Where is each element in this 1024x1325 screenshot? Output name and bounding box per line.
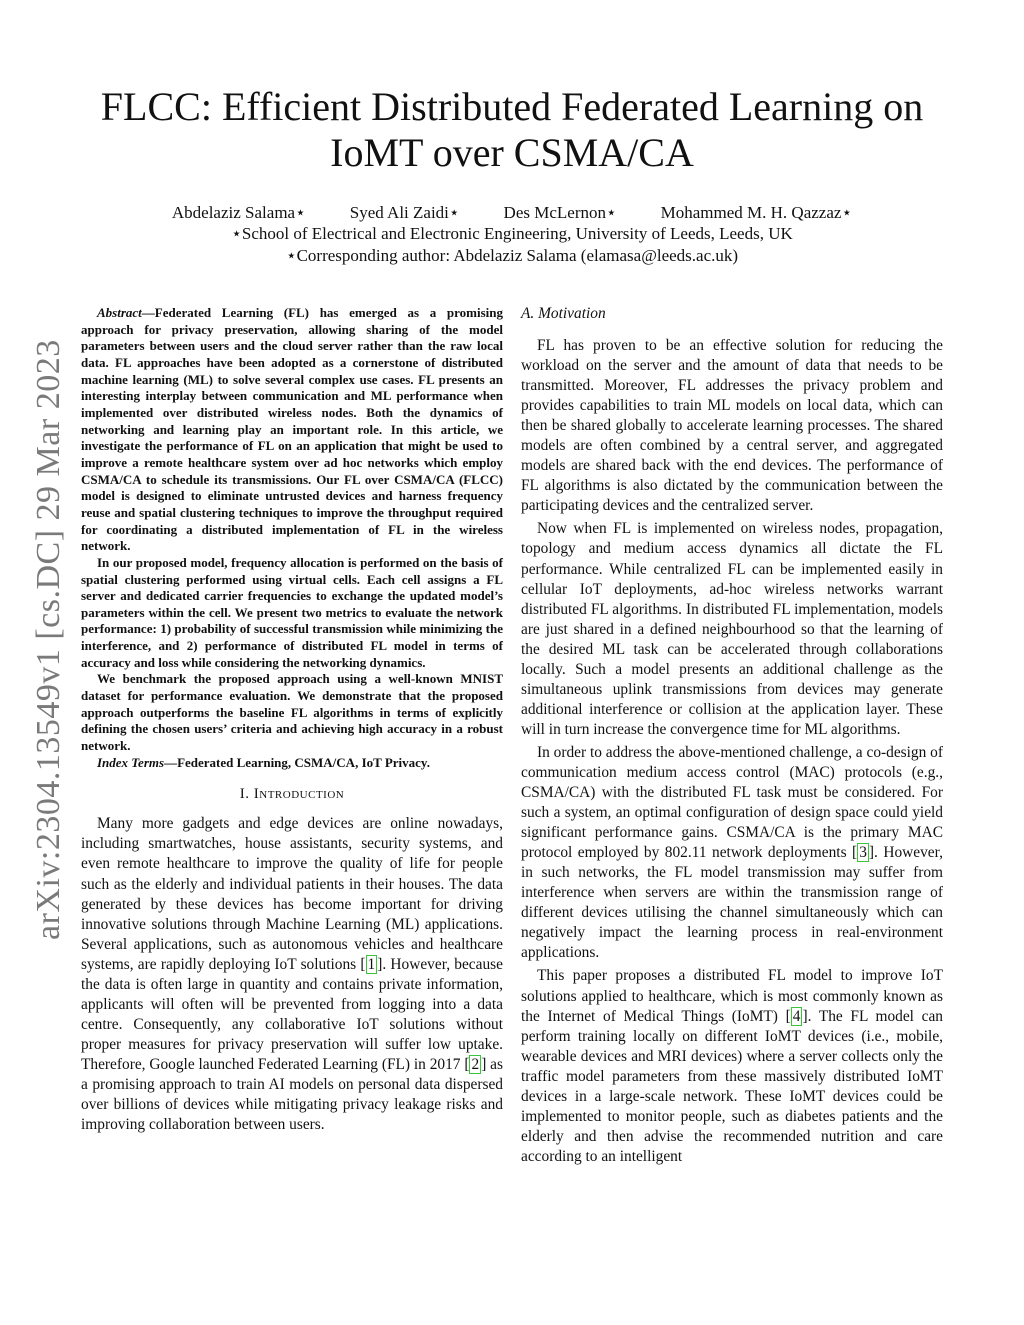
paragraph-text: This paper proposes a distributed FL model to improve IoT solutions applied to healthcare, which is most commonly known as the Internet of Medical Things (IoMT) — [521, 967, 943, 1025]
abstract-text: —Federated Learning (FL) has emerged as a promising approach for privacy preservation, allowing sharing of the model parameters between users and the cloud server rather than the raw local data. FL approaches have been adopted as a cornerstone of distributed machine learning (ML) to solve several complex use cases. FL presents an interesting interplay between communication and ML performance when implemented over distributed wireless nodes. Both the dynamics of networking and learning play an important role. In this article, we investigate the performance of FL on an application that might be used to improve a remote healthcare system over ad hoc networks which employ CSMA/CA to schedule its transmissions. Our FL over CSMA/CA (FLCC) model is designed to eliminate untrusted devices and harness frequency reuse and spatial clustering techniques to improve the throughput required for coordinating a distributed implementation of FL in the wireless network. — [81, 305, 503, 554]
subsection-heading: A. Motivation — [521, 305, 606, 322]
introduction-body — [81, 814, 503, 1135]
citation-link[interactable]: 4 — [792, 1007, 801, 1025]
arxiv-identifier: arXiv:2304.13549v1 [cs.DC] 29 Mar 2023 — [30, 339, 67, 940]
abstract — [81, 305, 503, 771]
citation-link[interactable]: 2 — [471, 1055, 480, 1073]
citation-link[interactable]: 3 — [859, 844, 867, 862]
author-name: Syed Ali Zaidi⋆ — [349, 203, 460, 222]
body-paragraph: This paper proposes a distributed FL model to improve IoT solutions applied to healthcare, which is most commonly known as the Internet of Medical Things (IoMT) [ 4 ]. The FL model can perform training locally on different IoMT devices (i.e., mobile, wearable devices and MRI devices) where a server collects only the traffic model parameters from these massively distributed IoMT devices in a large-scale network. These IoMT devices could be implemented to monitor people, such as diabetes patients and the elderly and then advise the recommended nutrition and care according to an intelligent — [521, 967, 943, 1165]
author-name: Abdelaziz Salama⋆ — [171, 203, 306, 222]
index-terms-label: Index Terms — [97, 754, 165, 770]
citation-link[interactable]: 1 — [367, 955, 376, 973]
author-name: Mohammed M. H. Qazzaz⋆ — [660, 203, 853, 222]
paragraph-text: In order to address the above-mentioned challenge, a co-design of communication medium access control (MAC) protocols (e.g., CSMA/CA) with the distributed FL task must be considered. For such a system, an optimal configuration of design space could yield significant performance gains. CSMA/CA is the primary MAC protocol employed by 802.11 network deployments — [521, 743, 943, 862]
paragraph-text: as a promising approach to train AI models on personal data dispersed over billions of devices while mitigating privacy leakage risks and improving collaboration between users. — [81, 1055, 503, 1134]
author-list — [80, 203, 944, 223]
paragraph-text: . However, in such networks, the FL model transmission may suffer from interference when servers are within the transmission range of different devices utilising the channel simultaneously which can negatively impact the learning process in real-environment applications. — [521, 844, 943, 962]
paragraph-text: . However, because the data is often large in quantity and contains private information, applicants will often will be prevented from logging into a data centre. Consequently, any collaborative IoT solutions without proper measures for privacy preservation will suffer low uptake. Therefore, Google launched Federated Learning (FL) in 2017 — [81, 955, 503, 1073]
right-column — [521, 305, 943, 1170]
index-terms — [81, 755, 503, 772]
corresponding-author: ⋆Corresponding author: Abdelaziz Salama (elamasa@leeds.ac.uk) — [285, 246, 739, 265]
body-paragraph: Many more gadgets and edge devices are online nowadays, including smartwatches, house assistants, security systems, and even remote healthcare to improve the quality of life for people such as the elderly and individual patients in their houses. The data generated by these devices has become important for driving innovative solutions through Machine Learning (ML) applications. Several applications, such as autonomous vehicles and healthcare systems, are rapidly deploying IoT solutions [ 1 ]. However, because the data is often large in quantity and contains private information, applicants will often will be prevented from logging into a data centre. Consequently, any collaborative IoT solutions without proper measures for privacy preservation will suffer low uptake. Therefore, Google launched Federated Learning (FL) in 2017 [ 2 ] as a promising approach to train AI models on personal data dispersed over billions of devices while mitigating privacy leakage risks and improving collaboration between users. — [81, 815, 503, 1134]
body-paragraph: In order to address the above-mentioned challenge, a co-design of communication medium access control (MAC) protocols (e.g., CSMA/CA) with the distributed FL task must be considered. For such a system, an optimal configuration of design space could yield significant performance gains. CSMA/CA is the primary MAC protocol employed by 802.11 network deployments [ 3 ]. However, in such networks, the FL model transmission may suffer from interference when servers are within the transmission range of different devices utilising the channel simultaneously which can negatively impact the learning process in real-environment applications. — [521, 743, 943, 962]
abstract-paragraph — [81, 305, 503, 555]
abstract-paragraph: In our proposed model, frequency allocation is performed on the basis of spatial clustering performed using virtual cells. Each cell assigns a FL server and dedicated carrier frequencies to exchange the updated model’s parameters within the cell. We present two metrics to evaluate the network performance: 1) probability of successful transmission while minimizing the interference, and 2) performance of distributed FL model in terms of accuracy and loss while considering the networking dynamics. — [81, 554, 503, 670]
paragraph-text: . The FL model can perform training locally on different IoMT devices (i.e., mobile, wearable devices and MRI devices) where a server collects only the traffic model parameters from these massively distributed IoMT devices in a large-scale network. These IoMT devices could be implemented to monitor people, such as diabetes patients and the elderly and then advise the recommended nutrition and care according to an intelligent — [521, 1007, 943, 1165]
paragraph-text: Many more gadgets and edge devices are online nowadays, including smartwatches, house assistants, security systems, and even remote healthcare to improve the quality of life for people such as the elderly and individual patients in their houses. The data generated by these devices has become important for driving innovative solutions through Machine Learning (ML) applications. Several applications, such as autonomous vehicles and healthcare systems, are rapidly deploying IoT solutions — [81, 815, 503, 973]
paper-title: FLCC: Efficient Distributed Federated Learning on IoMT over CSMA/CA — [100, 84, 924, 175]
body-paragraph: Now when FL is implemented on wireless nodes, propagation, topology and medium access dynamics all dictate the FL performance. While centralized FL can be implemented easily in cellular IoT deployments, ad-hoc wireless networks warrant distributed FL algorithms. In distributed FL implementation, models are just shared in a defined neighbourhood so that the learning of the desired ML task can be accelerated through collaborations locally. Such a model presents an additional challenge as the simultaneous uplink transmissions from devices may generate additional interference or collision at the application layer. These will in turn increase the convergence time for ML algorithms. — [521, 520, 943, 738]
left-column — [81, 305, 503, 1138]
section-heading: I. Introduction — [239, 786, 345, 803]
author-name: Des McLernon⋆ — [503, 203, 617, 222]
abstract-label: Abstract — [97, 305, 142, 320]
index-terms-text: —Federated Learning, CSMA/CA, IoT Privacy. — [164, 754, 430, 770]
affiliation: ⋆School of Electrical and Electronic Engineering, University of Leeds, Leeds, UK — [231, 224, 793, 243]
body-paragraph: FL has proven to be an effective solution for reducing the workload on the server and the amount of data that needs to be transmitted. Moreover, FL addresses the privacy problem and provides capabilities to train ML models on local data, which can then be shared globally to accelerate learning processes. The shared models are often combined by a central server, and aggregated models are shared back with the end devices. The performance of FL algorithms is also dictated by the communication between the participating devices and the centralized server. — [521, 337, 943, 515]
motivation-body — [521, 336, 943, 1167]
abstract-paragraph: We benchmark the proposed approach using a well-known MNIST dataset for performance evaluation. We demonstrate that the proposed approach outperforms the baseline FL algorithms in terms of explicitly defining the chosen users’ criteria and achieving high accuracy in a robust network. — [81, 671, 503, 754]
